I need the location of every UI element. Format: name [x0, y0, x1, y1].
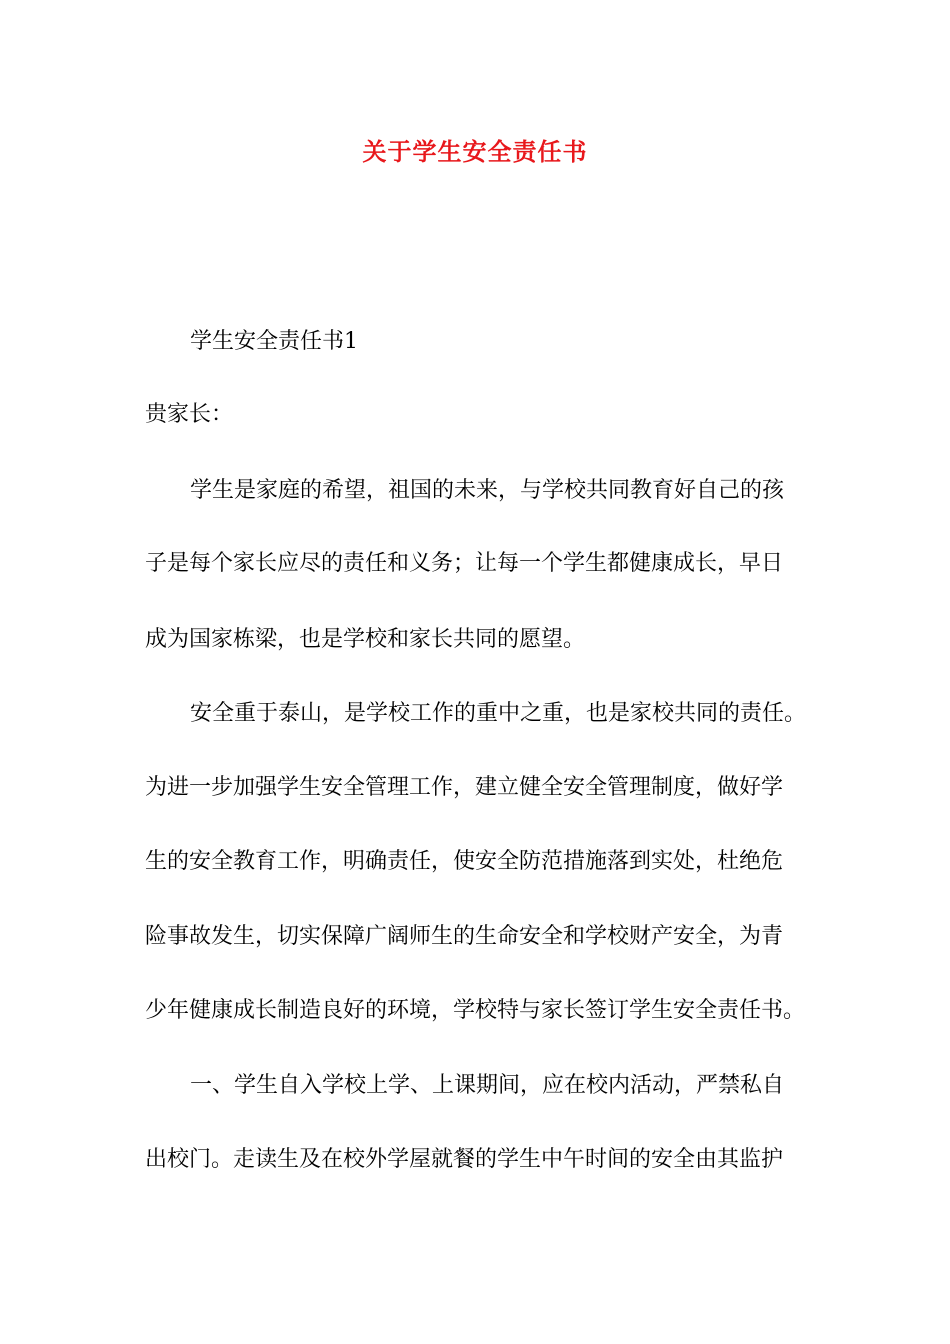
paragraph-line: 少年健康成长制造良好的环境，学校特与家长签订学生安全责任书。 [145, 998, 806, 1023]
paragraph-line: 安全重于泰山，是学校工作的重中之重，也是家校共同的责任。 [190, 701, 807, 726]
paragraph-line: 出校门。走读生及在校外学屋就餐的学生中午时间的安全由其监护 [145, 1147, 784, 1172]
paragraph-line: 为进一步加强学生安全管理工作，建立健全安全管理制度，做好学 [145, 775, 784, 800]
paragraph-line: 一、学生自入学校上学、上课期间，应在校内活动，严禁私自 [190, 1073, 785, 1098]
salutation: 贵家长： [145, 402, 234, 427]
paragraph-line: 险事故发生，切实保障广阔师生的生命安全和学校财产安全，为青 [145, 924, 784, 949]
section-heading: 学生安全责任书1 [190, 329, 358, 354]
paragraph-line: 生的安全教育工作，明确责任，使安全防范措施落到实处，杜绝危 [145, 849, 784, 874]
paragraph-line: 子是每个家长应尽的责任和义务；让每一个学生都健康成长，早日 [145, 551, 784, 576]
paragraph-line: 成为国家栋梁，也是学校和家长共同的愿望。 [145, 627, 586, 652]
paragraph-line: 学生是家庭的希望，祖国的未来，与学校共同教育好自己的孩 [190, 478, 785, 503]
document-title: 关于学生安全责任书 [362, 137, 588, 166]
